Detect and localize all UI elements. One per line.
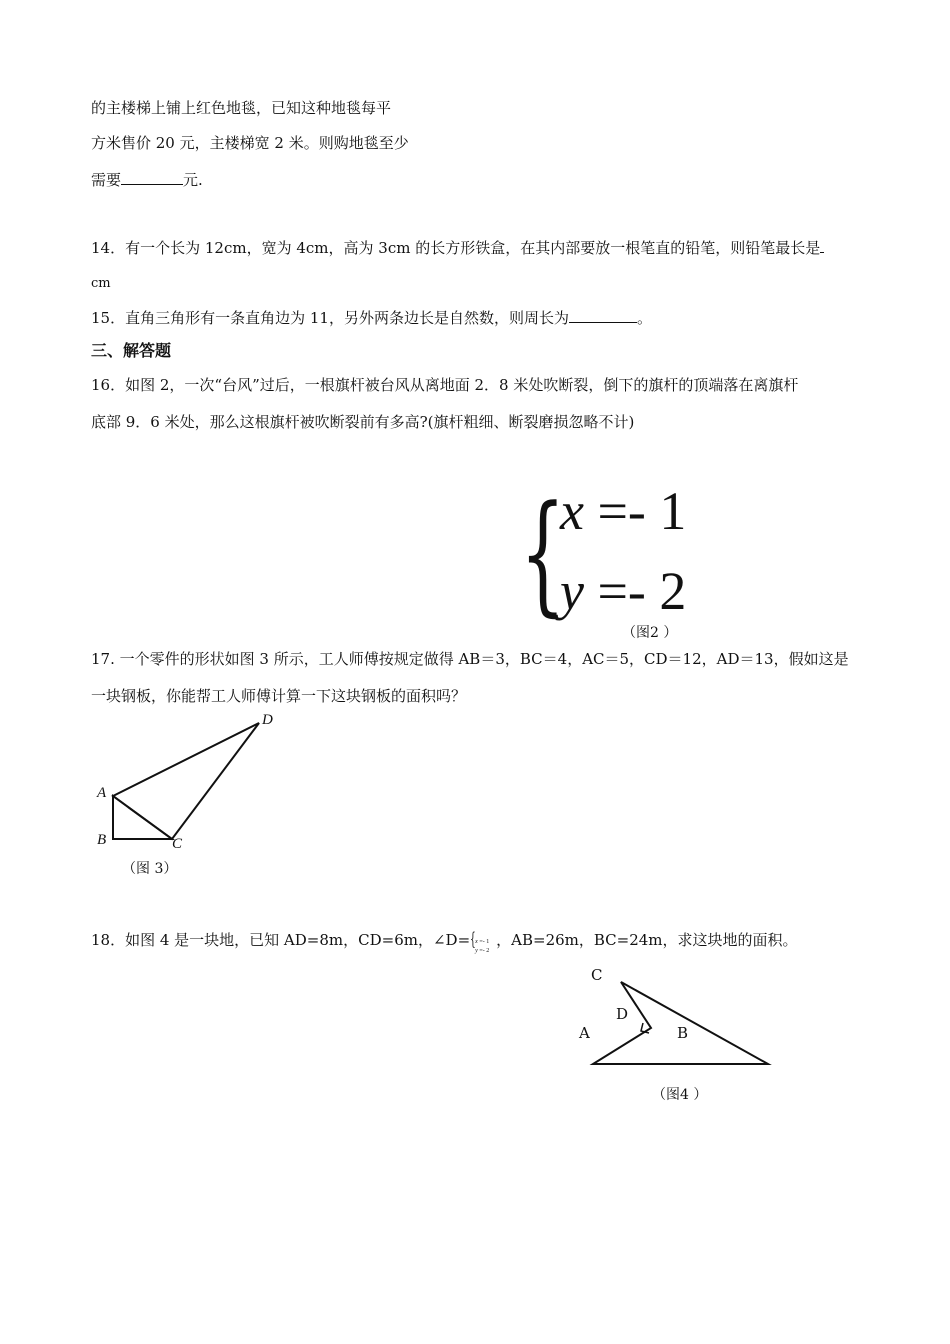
figure2-brace: { — [520, 477, 566, 629]
q14-unit: cm — [91, 276, 111, 291]
q18-mini-rest2: =- 2 — [477, 948, 490, 954]
figure4-caption: （图4 ） — [652, 1087, 708, 1103]
q17-line1: 17. 一个零件的形状如图 3 所示，工人师傅按规定做得 AB＝3，BC＝4，AC＝5，CD＝12，AD＝13，假如这是 — [91, 650, 849, 668]
figure2-eq1-rest: =- 1 — [583, 481, 687, 541]
figure4-label-c: C — [591, 966, 603, 984]
q13-line2: 方米售价 20 元，主楼梯宽 2 米。则购地毯至少 — [91, 134, 409, 152]
figure4-label-d: D — [616, 1005, 629, 1023]
q18-mini-var2: y — [475, 948, 478, 954]
q13-line1: 的主楼梯上铺上红色地毯，已知这种地毯每平 — [91, 99, 392, 117]
figure2-eq2-rest: =- 2 — [583, 561, 687, 621]
figure2-caption: （图2 ） — [622, 625, 678, 641]
figure3-label-b: B — [97, 832, 107, 848]
q18-before: 18．如图 4 是一块地，已知 AD=8m，CD=6m，∠D= — [91, 931, 471, 949]
q13-line3-after: 元. — [183, 171, 203, 189]
figure4-quadrilateral — [593, 982, 768, 1064]
figure2-eq1-var: x — [560, 481, 584, 541]
q17-line2: 一块钢板，你能帮工人师傅计算一下这块钢板的面积吗？ — [91, 687, 467, 705]
q18-mini-var1: x — [475, 939, 478, 945]
figure2-eq2-var: y — [560, 561, 584, 621]
figure3-caption: （图 3） — [122, 861, 178, 877]
q18-mini-brace: { — [470, 929, 476, 950]
q13-line3-before: 需要 — [91, 171, 122, 189]
q16-line1: 16．如图 2，一次“台风”过后，一根旗杆被台风从离地面 2．8 米处吹断裂，倒下的旗杆的顶端落在离旗杆 — [91, 376, 799, 394]
q15-before: 15．直角三角形有一条直角边为 11，另外两条边长是自然数，则周长为 — [91, 309, 569, 327]
q14-text-main: 14．有一个长为 12cm，宽为 4cm，高为 3cm 的长方形铁盒，在其内部要放一根笔直的铅笔，则铅笔最长是 — [91, 239, 821, 257]
figure4-label-b: B — [677, 1024, 689, 1042]
q18-after: ，AB=26m，BC=24m，求这块地的面积。 — [496, 931, 798, 949]
figure3-label-c: C — [172, 836, 183, 852]
figure4-label-a: A — [579, 1024, 590, 1042]
section-heading: 三、解答题 — [91, 341, 172, 360]
q16-line2: 底部 9．6 米处，那么这根旗杆被吹断裂前有多高?(旗杆粗细、断裂磨损忽略不计) — [91, 413, 635, 431]
figure3-label-a: A — [97, 785, 107, 801]
figure3-label-d: D — [262, 712, 273, 728]
q15-after: 。 — [636, 309, 652, 327]
q18-mini-rest1: =- 1 — [477, 939, 490, 945]
